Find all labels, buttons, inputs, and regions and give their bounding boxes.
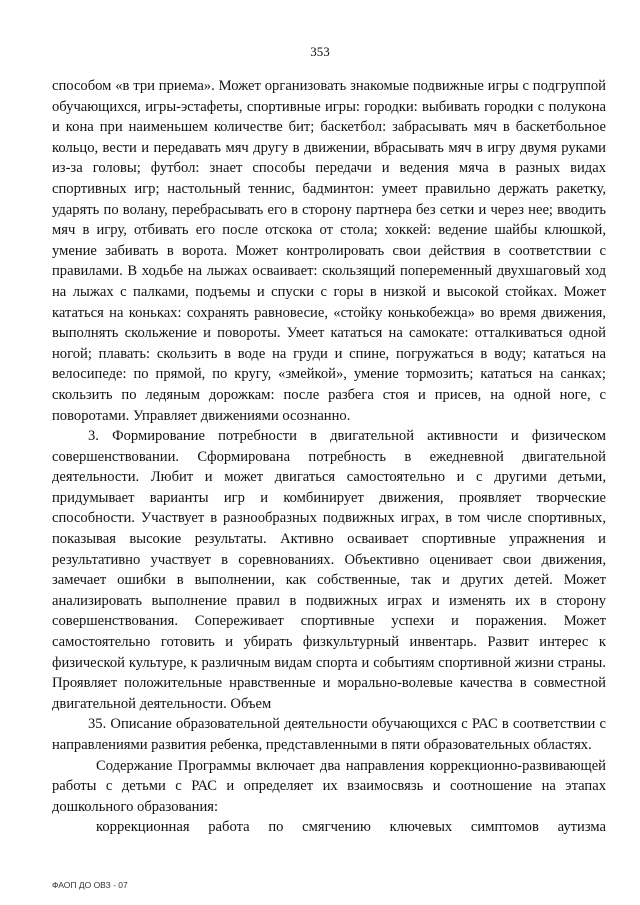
paragraph-physical-skills: способом «в три приема». Может организовать знакомые подвижные игры с подгруппой обучающихся, игры-эстафеты, спортивные игры: городки: выбивать городки с полукона и кона при наименьшем количестве бит; баскетбол: забрасывать мяч в баскетбольное кольцо, вести и передавать мяч другу в движении, вбрасывать мяч в игру двумя руками из-за головы; футбол: знает способы передачи и ведения мяча в разных видах спортивных игр; настольный теннис, бадминтон: умеет правильно держать ракетку, ударять по волану, перебрасывать его в сторону партнера без сетки и через нее; вводить мяч в игру, отбивать его после отскока от стола; хоккей: ведение шайбы клюшкой, умение забивать в ворота. Может контролировать свои действия в соответствии с правилами. В ходьбе на лыжах осваивает: скользящий попеременный двухшаговый ход на лыжах с палками, подъемы и спуски с горы в низкой и высокой стойках. Может кататься на коньках: сохранять равновесие, «стойку конькобежца» во время движения, выполнять скольжение и повороты. Умеет кататься на самокате: отталкиваться одной ногой; плавать: скользить в воде на груди и спине, погружаться в воду; кататься на велосипеде: по прямой, по кругу, «змейкой», умение тормозить; кататься на санках; скользить по ледяным дорожкам: после разбега стоя и присев, на одной ноге, с поворотами. Управляет движениями осознанно. [52, 78, 606, 424]
paragraph-program-content: Содержание Программы включает два направления коррекционно-развивающей работы с детьми с РАС и определяет их взаимосвязь и соотношение на этапах дошкольного образования: [52, 757, 606, 815]
page-number: 353 [310, 44, 330, 59]
paragraph-motor-activity-need: 3. Формирование потребности в двигательной активности и физическом совершенствовании. Сформирована потребность в ежедневной двигательной деятельности. Любит и может двигаться самостоятельно и с другими детьми, придумывает варианты игр и комбинирует движения, проявляет творческие способности. Участвует в разнообразных подвижных играх, в том числе спортивных, показывая высокие результаты. Активно осваивает спортивные упражнения и результативно участвует в соревнованиях. Объективно оценивает свои движения, замечает ошибки в выполнении, как собственные, так и других детей. Может анализировать выполнение правил в подвижных играх и изменять их в сторону совершенствования. Сопереживает спортивные успехи и поражения. Может самостоятельно готовить и убирать физкультурный инвентарь. Развит интерес к физической культуре, к различным видам спорта и событиям спортивной жизни страны. Проявляет положительные нравственные и морально-волевые качества в совместной двигательной деятельности. Объем [52, 428, 606, 712]
paragraph-correction-work: коррекционная работа по смягчению ключевых симптомов аутизма [96, 819, 606, 836]
paragraph-section-35-heading: 35. Описание образовательной деятельности обучающихся с РАС в соответствии с направлениями развития ребенка, представленными в пяти образовательных областях. [52, 716, 606, 753]
document-body [52, 76, 606, 838]
page-footer: ФАОП ДО ОВЗ - 07 [52, 880, 128, 890]
